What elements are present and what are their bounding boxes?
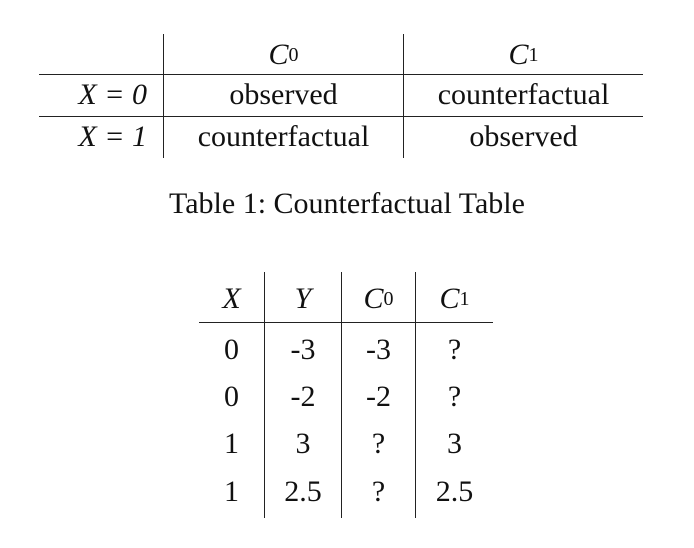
table2-header-c0: C 0 [363, 282, 394, 315]
table1-header-c0: C 0 [268, 38, 299, 71]
table2-cell: 3 [295, 427, 311, 460]
table2-cell: 3 [447, 427, 462, 460]
table1-cell: counterfactual [437, 78, 610, 111]
table2-cell: 2.5 [284, 475, 322, 508]
table1-cell: observed [469, 120, 578, 153]
table1-row-label: X = 1 [78, 120, 147, 153]
table2-cell: ? [371, 427, 386, 460]
table2-header-x: X [222, 282, 241, 315]
table2-header-y: Y [294, 282, 312, 315]
table2-cell: ? [371, 475, 386, 508]
table1-header-c1: C 1 [508, 38, 539, 71]
table1-cell: observed [229, 78, 338, 111]
table2-cell: -3 [366, 333, 391, 366]
table2-cell: 0 [224, 380, 239, 413]
table2-cell: -2 [366, 380, 391, 413]
table2-cell: -3 [290, 333, 316, 366]
table1-caption: Table 1: Counterfactual Table [169, 187, 525, 220]
table2-cell: 2.5 [435, 475, 474, 508]
table1-cell: counterfactual [197, 120, 370, 153]
table2-cell: ? [447, 380, 462, 413]
table2-cell: 0 [224, 333, 239, 366]
table2-cell: -2 [290, 380, 316, 413]
table2-header-c1: C 1 [439, 282, 470, 315]
table2-cell: 1 [224, 427, 239, 460]
table2-header-rule [199, 322, 493, 323]
table2-cell: ? [447, 333, 462, 366]
table1-row-label: X = 0 [78, 78, 147, 111]
table2-cell: 1 [224, 475, 239, 508]
